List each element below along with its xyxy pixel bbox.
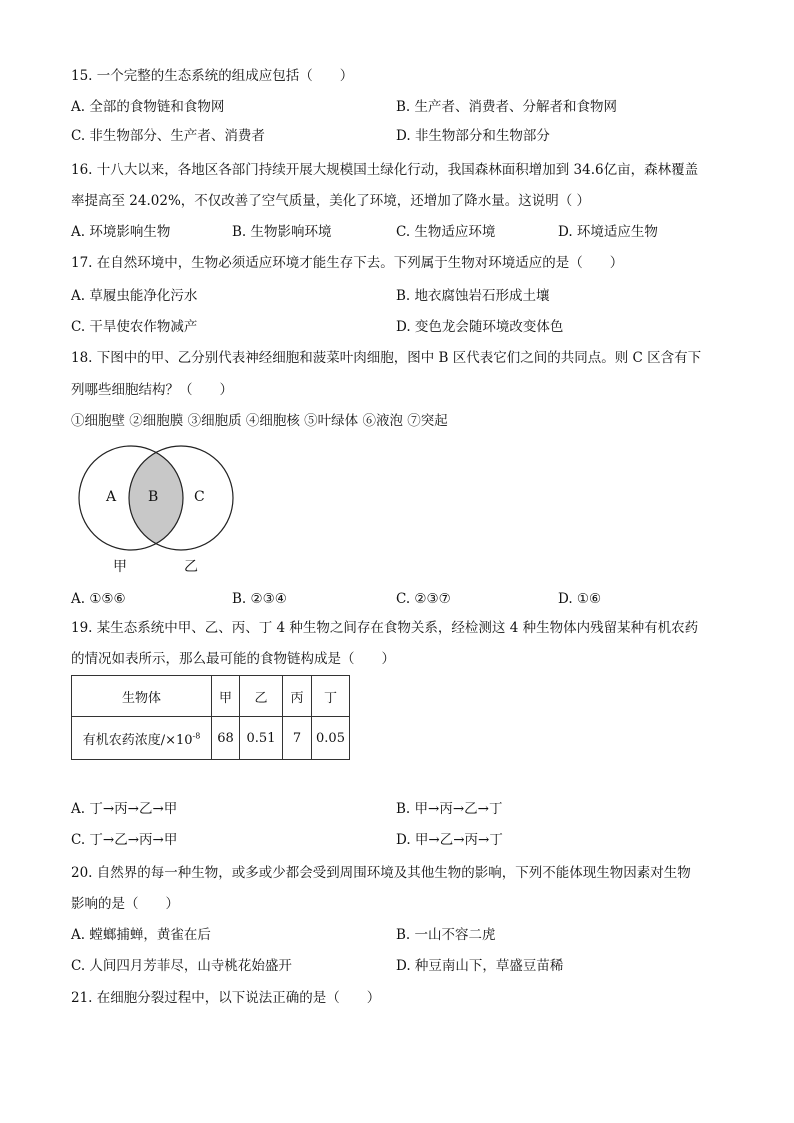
q18-option-d: D. ①⑥ — [558, 591, 602, 607]
q19-option-b: B. 甲→丙→乙→丁 — [396, 801, 503, 817]
table-header-cell: 丁 — [312, 676, 350, 717]
pesticide-table — [71, 675, 350, 760]
q20-stem-line2: 影响的是（ ） — [71, 896, 179, 912]
q18-stem-line1: 18. 下图中的甲、乙分别代表神经细胞和菠菜叶肉细胞，图中 B 区代表它们之间的共同点。则 C 区含有下 — [71, 350, 702, 366]
venn-label-c: C — [194, 489, 205, 505]
q17-stem: 17. 在自然环境中，生物必须适应环境才能生存下去。下列属于生物对环境适应的是（ ） — [71, 255, 624, 271]
q20-stem-line1: 20. 自然界的每一种生物，或多或少都会受到周围环境及其他生物的影响，下列不能体现生物因素对生物 — [71, 865, 691, 881]
q18-option-a: A. ①⑤⑥ — [71, 591, 126, 607]
q15-option-d: D. 非生物部分和生物部分 — [396, 128, 550, 144]
q17-option-b: B. 地衣腐蚀岩石形成土壤 — [396, 288, 550, 304]
q18-option-b: B. ②③④ — [232, 591, 287, 607]
q17-option-d: D. 变色龙会随环境改变体色 — [396, 319, 564, 335]
q16-option-b: B. 生物影响环境 — [232, 224, 332, 240]
q20-option-d: D. 种豆南山下，草盛豆苗稀 — [396, 958, 564, 974]
q18-structure-list: ①细胞壁 ②细胞膜 ③细胞质 ④细胞核 ⑤叶绿体 ⑥液泡 ⑦突起 — [71, 413, 448, 429]
q15-option-c: C. 非生物部分、生产者、消费者 — [71, 128, 265, 144]
table-header-cell: 生物体 — [72, 676, 212, 717]
q18-stem-line2: 列哪些细胞结构？（ ） — [71, 382, 233, 398]
table-row-label: 有机农药浓度$/\times 10^{-8}$ — [72, 717, 212, 760]
q16-option-d: D. 环境适应生物 — [558, 224, 658, 240]
q15-stem: 15. 一个完整的生态系统的组成应包括（ ） — [71, 68, 354, 84]
q15-option-a: A. 全部的食物链和食物网 — [71, 99, 225, 115]
q18-option-c: C. ②③⑦ — [396, 591, 451, 607]
table-header-cell: 乙 — [240, 676, 283, 717]
table-cell: 68 — [212, 717, 240, 760]
table-cell: 7 — [283, 717, 312, 760]
venn-name-right: 乙 — [184, 559, 198, 575]
q20-option-b: B. 一山不容二虎 — [396, 927, 496, 943]
q19-option-c: C. 丁→乙→丙→甲 — [71, 832, 178, 848]
q19-option-d: D. 甲→乙→丙→丁 — [396, 832, 503, 848]
q20-option-c: C. 人间四月芳菲尽，山寺桃花始盛开 — [71, 958, 292, 974]
q20-option-a: A. 螳螂捕蝉，黄雀在后 — [71, 927, 211, 943]
table-header-row — [72, 676, 350, 717]
venn-label-a: A — [106, 489, 117, 505]
table-cell: 0.51 — [240, 717, 283, 760]
venn-name-left: 甲 — [113, 559, 127, 575]
table-header-cell: 甲 — [212, 676, 240, 717]
q19-stem-line1: 19. 某生态系统中甲、乙、丙、丁 4 种生物之间存在食物关系，经检测这 4 种生物体内残留某种有机农药 — [71, 620, 699, 636]
q17-option-c: C. 干旱使农作物减产 — [71, 319, 198, 335]
table-cell: 0.05 — [312, 717, 350, 760]
q15-option-b: B. 生产者、消费者、分解者和食物网 — [396, 99, 618, 115]
q16-option-a: A. 环境影响生物 — [71, 224, 171, 240]
q16-stem-line1: 16. 十八大以来，各地区各部门持续开展大规模国土绿化行动，我国森林面积增加到 34.6亿亩，森林覆盖 — [71, 162, 699, 178]
venn-label-b: B — [148, 489, 159, 505]
q19-option-a: A. 丁→丙→乙→甲 — [71, 801, 178, 817]
q21-stem: 21. 在细胞分裂过程中，以下说法正确的是（ ） — [71, 990, 381, 1006]
table-header-cell: 丙 — [283, 676, 312, 717]
q16-option-c: C. 生物适应环境 — [396, 224, 496, 240]
table-row — [72, 717, 350, 760]
q16-stem-line2: 率提高至 24.02%，不仅改善了空气质量，美化了环境，还增加了降水量。这说明（ ） — [71, 193, 591, 209]
venn-diagram — [70, 444, 240, 576]
q17-option-a: A. 草履虫能净化污水 — [71, 288, 198, 304]
q19-stem-line2: 的情况如表所示，那么最可能的食物链构成是（ ） — [71, 651, 395, 667]
